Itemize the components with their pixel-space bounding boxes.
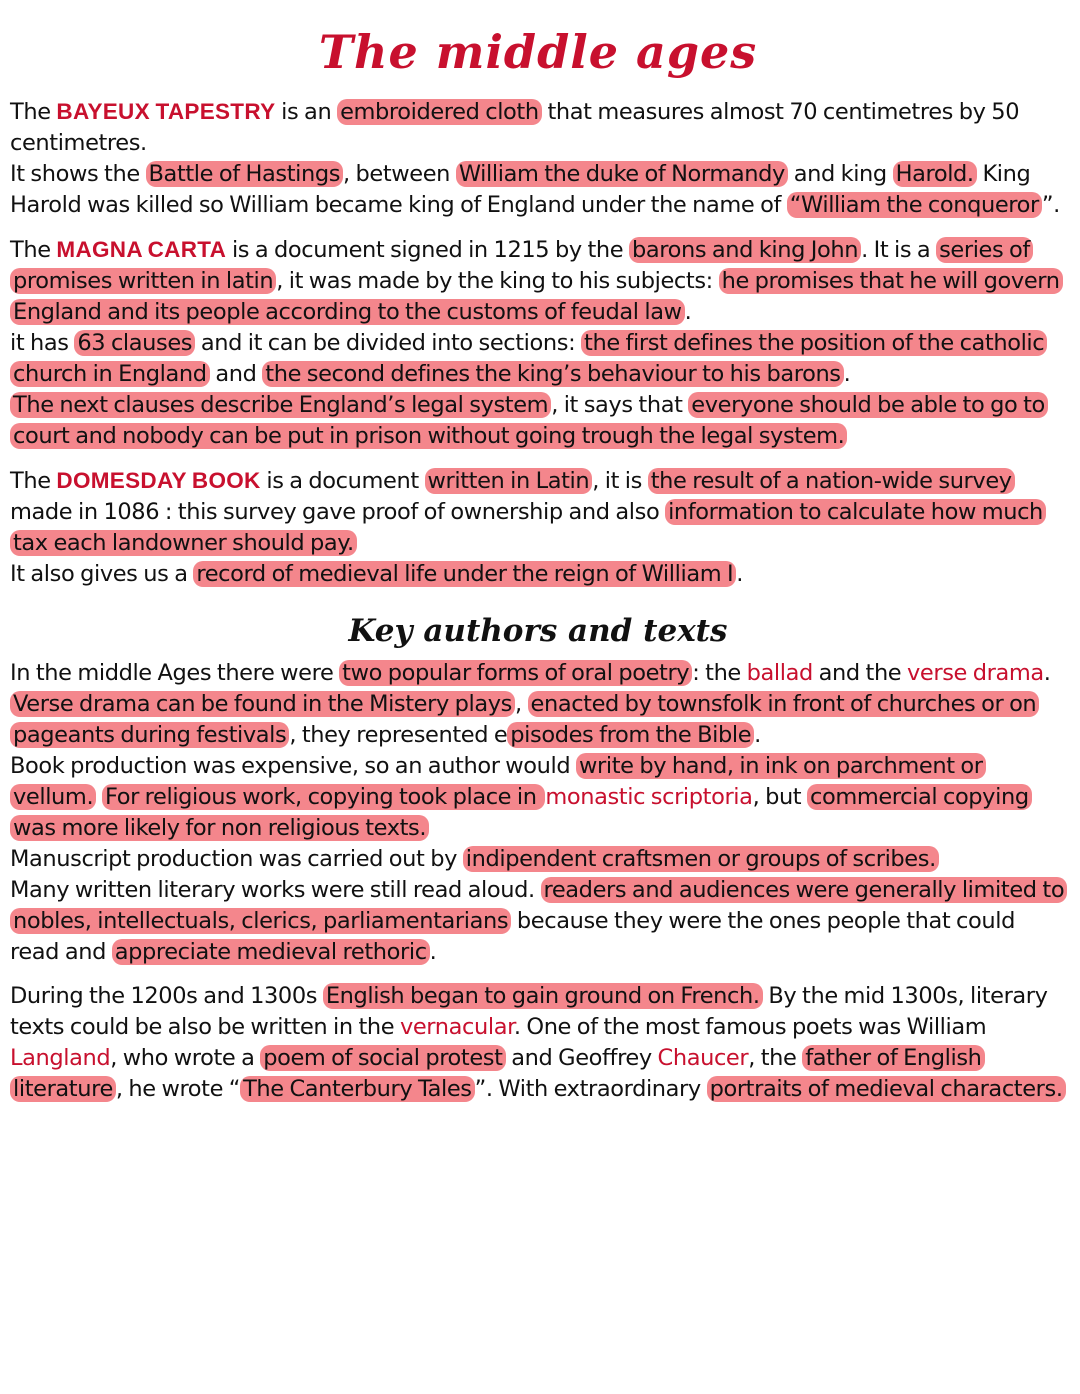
text-run: , the (748, 1045, 803, 1071)
text-run: . (736, 561, 743, 587)
key-term: Chaucer (657, 1045, 749, 1071)
text-run: , (515, 691, 528, 717)
highlighted-text: William the duke of Normandy (456, 161, 788, 187)
text-run: . It is a (861, 237, 937, 263)
page-title: The middle ages (318, 25, 758, 79)
highlighted-text: For religious work, copying took place in (102, 784, 545, 810)
text-run: , between (343, 161, 456, 187)
highlighted-text: embroidered cloth (337, 99, 542, 125)
text-run: it has (10, 330, 75, 356)
text-run: King Harold was killed so William became king of England under the name of (10, 161, 1031, 218)
highlighted-text: The next clauses describe England’s legal system (10, 392, 551, 418)
text-run: made in 1086 : this survey gave proof of ownership and also (10, 499, 666, 525)
text-run: , who wrote a (110, 1045, 261, 1071)
highlighted-text: The Canterbury Tales (240, 1076, 475, 1102)
paragraph-domesday-book (10, 465, 1066, 590)
highlighted-text: the second defines the king’s behaviour to his barons (262, 361, 843, 387)
highlighted-text: barons and king John (629, 237, 861, 263)
highlighted-text: “William the conqueror (787, 192, 1042, 218)
text-run: , it says that (551, 392, 689, 418)
key-term: monastic scriptoria (545, 784, 753, 810)
text-run: , it is (592, 468, 648, 494)
text-run: The (10, 237, 57, 263)
key-term: verse drama (907, 660, 1044, 686)
text-run: . (1043, 660, 1051, 686)
text-run: ”. With extraordinary (474, 1076, 707, 1102)
highlighted-text: readers and audiences were generally limited to nobles, intellectuals, clerics, parliamentarians (10, 877, 1067, 934)
highlighted-text: indipendent craftsmen or groups of scribes. (463, 846, 939, 872)
key-term: vernacular (399, 1014, 514, 1040)
paragraph-magna-carta (10, 234, 1066, 452)
key-term: MAGNA CARTA (56, 237, 227, 262)
text-run: and it can be divided into sections: (195, 330, 582, 356)
text-run: The (10, 468, 57, 494)
highlighted-text: written in Latin (425, 468, 593, 494)
text-run: Book production was expensive, so an author would (10, 753, 577, 779)
highlighted-text: pisodes from the Bible (507, 722, 754, 748)
text-run: The (10, 99, 57, 125)
highlighted-text: write by hand, in ink on parchment or vellum. (10, 753, 986, 810)
highlighted-text: the first defines the position of the catholic church in England (10, 330, 1047, 387)
text-run: is a document signed in 1215 by the (226, 237, 629, 263)
paragraph-english-literature (10, 981, 1066, 1105)
highlighted-text: record of medieval life under the reign of William I (193, 561, 736, 587)
key-term: ballad (746, 660, 813, 686)
text-run: : the (692, 660, 747, 686)
highlighted-text: English began to gain ground on French. (323, 983, 763, 1009)
text-run: ”. (1041, 192, 1060, 218)
text-run: . (684, 299, 692, 325)
text-run: and the (812, 660, 908, 686)
text-run: is a document (260, 468, 425, 494)
text-run: and king (787, 161, 893, 187)
highlighted-text: 63 clauses (74, 330, 195, 356)
text-run: In the middle Ages there were (10, 660, 340, 686)
highlighted-text: father of English literature (10, 1045, 985, 1102)
highlighted-text: everyone should be able to go to court and nobody can be put in prison without going trough the legal system. (10, 392, 1048, 449)
highlighted-text: the result of a nation-wide survey (648, 468, 1015, 494)
highlighted-text: he promises that he will govern England and its people according to the customs of feudal law (10, 268, 1063, 325)
highlighted-text: series of promises written in latin (10, 237, 1033, 294)
paragraph-bayeux-tapestry (10, 96, 1066, 221)
text-run: , he wrote “ (115, 1076, 241, 1102)
text-run: By the mid 1300s, literary texts could be also be written in the (10, 983, 1048, 1040)
text-run: and (209, 361, 263, 387)
text-run: . (843, 361, 851, 387)
text-run: . One of the most famous poets was William (513, 1014, 987, 1040)
highlighted-text: Verse drama can be found in the Mistery plays (10, 691, 515, 717)
text-run: . (429, 939, 437, 965)
highlighted-text: two popular forms of oral poetry (339, 660, 692, 686)
section-subtitle: Key authors and texts (348, 613, 728, 649)
text-run: , but (752, 784, 807, 810)
highlighted-text: poem of social protest (260, 1045, 505, 1071)
highlighted-text: enacted by townsfolk in front of churches or on pageants during festivals (10, 691, 1039, 748)
highlighted-text: appreciate medieval rethoric (112, 939, 430, 965)
text-run: It also gives us a (10, 561, 194, 587)
highlighted-text: commercial copying was more likely for non religious texts. (10, 784, 1032, 841)
key-term: DOMESDAY BOOK (56, 468, 261, 493)
text-run: Many written literary works were still read aloud. (10, 877, 541, 903)
text-run: is an (275, 99, 338, 125)
paragraph-oral-poetry (10, 658, 1066, 968)
highlighted-text: information to calculate how much tax each landowner should pay. (10, 499, 1046, 556)
key-term: Langland (10, 1045, 111, 1071)
highlighted-text: portraits of medieval characters. (707, 1076, 1066, 1102)
text-run: because they were the ones people that could read and (10, 908, 1015, 965)
text-run: . (754, 722, 761, 748)
text-run: that measures almost 70 centimetres by 50 centimetres. (10, 99, 1020, 156)
text-run: , they represented e (289, 722, 508, 748)
highlighted-text: Harold. (893, 161, 977, 187)
highlighted-text: Battle of Hastings (146, 161, 344, 187)
key-term: BAYEUX TAPESTRY (56, 99, 276, 124)
text-run: It shows the (10, 161, 146, 187)
text-run: Manuscript production was carried out by (10, 846, 463, 872)
text-run: , it was made by the king to his subjects: (276, 268, 719, 294)
text-run: During the 1200s and 1300s (10, 983, 323, 1009)
text-run: and Geoffrey (505, 1045, 658, 1071)
